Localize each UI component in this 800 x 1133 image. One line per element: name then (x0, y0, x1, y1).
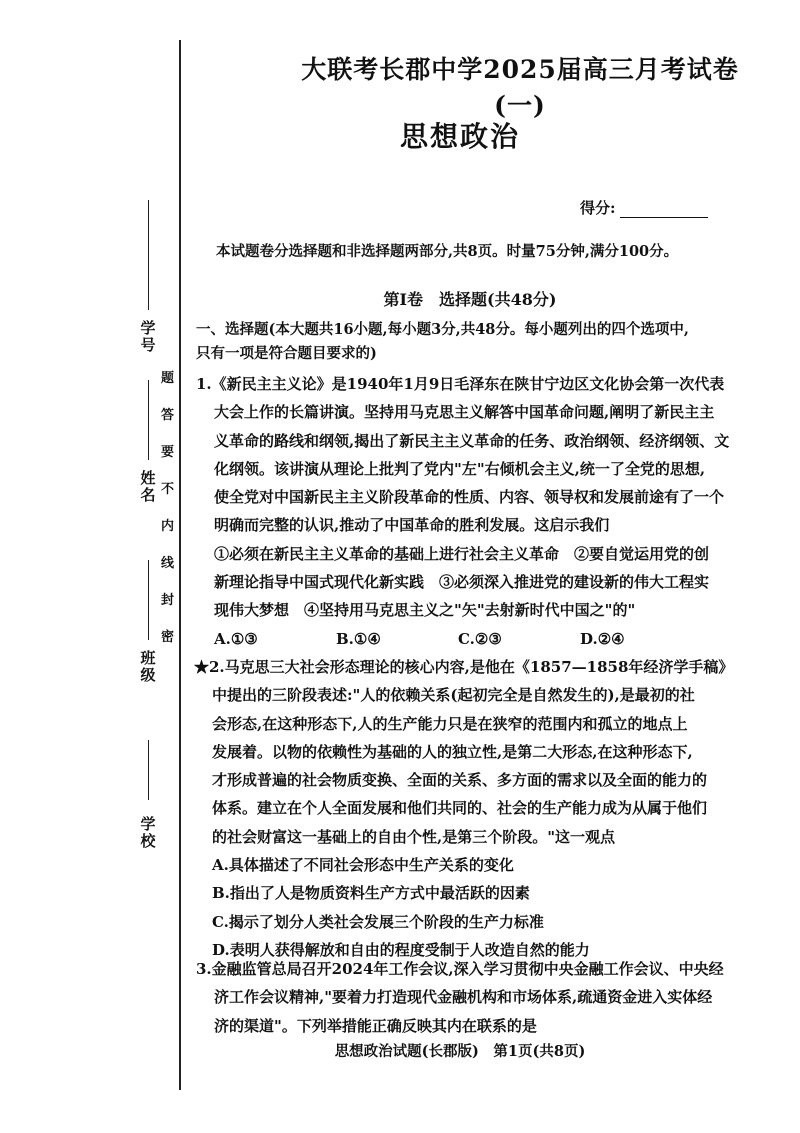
question-line: 1.《新民主主义论》是1940年1月9日毛泽东在陕甘宁边区文化协会第一次代表 (196, 375, 725, 393)
question-line: 的社会财富这一基础上的自由个性,是第三个阶段。"这一观点 (212, 827, 616, 846)
score-label: 得分: (580, 199, 616, 217)
score-field[interactable] (580, 197, 708, 218)
question-line: 大会上作的长篇讲演。坚持用马克思主义解答中国革命问题,阐明了新民主主 (214, 403, 715, 422)
exam-title: 大联考长郡中学2025届高三月考试卷(一) (301, 55, 739, 120)
option-a[interactable]: A.具体描述了不同社会形态中生产关系的变化 (212, 856, 514, 875)
school-label: 学校 (138, 816, 157, 850)
section-title: 第Ⅰ卷 选择题(共48分) (383, 290, 557, 309)
question-3 (196, 955, 741, 1040)
section-desc-line: 一、选择题(本大题共16小题,每小题3分,共48分。每小题列出的四个选项中, (196, 321, 689, 338)
option-c[interactable]: C.②③ (458, 629, 502, 648)
seal-char: 不 (161, 482, 175, 497)
seal-char: 答 (161, 408, 175, 423)
question-line: 化纲领。该讲演从理论上批判了党内"左"右倾机会主义,统一了全党的思想, (214, 459, 706, 478)
question-1-options (196, 625, 741, 653)
section-desc-line: 只有一项是符合题目要求的) (196, 345, 377, 362)
seal-char: 题 (161, 371, 175, 386)
option-a[interactable]: A.①③ (214, 629, 258, 648)
question-2 (194, 653, 739, 964)
question-1 (196, 370, 741, 653)
seal-char: 内 (161, 519, 175, 534)
seal-char: 线 (161, 556, 175, 571)
option-c[interactable]: C.揭示了划分人类社会发展三个阶段的生产力标准 (212, 912, 544, 931)
student-id-label: 学号 (138, 320, 157, 354)
name-field[interactable] (133, 380, 163, 504)
question-line: 会形态,在这种形态下,人的生产能力只是在狭窄的范围内和孤立的地点上 (212, 714, 688, 733)
class-field[interactable] (133, 560, 163, 684)
binding-line (179, 40, 181, 1090)
question-line: 体系。建立在个人全面发展和他们共同的、社会的生产能力成为从属于他们 (212, 799, 708, 818)
statement-line: ①必须在新民主主义革命的基础上进行社会主义革命 ②要自觉运用党的创 (214, 544, 710, 563)
question-line: ★2.马克思三大社会形态理论的核心内容,是他在《1857—1858年经济学手稿》 (194, 658, 734, 676)
name-label: 姓名 (138, 470, 157, 504)
statement-line: 现伟大梦想 ④坚持用马克思主义之"矢"去射新时代中国之"的" (214, 601, 636, 620)
seal-char: 封 (161, 593, 175, 608)
question-line: 济的渠道"。下列举措能正确反映其内在联系的是 (214, 1016, 537, 1035)
option-d[interactable]: D.②④ (580, 629, 625, 648)
seal-char: 要 (161, 445, 175, 460)
option-b[interactable]: B.①④ (336, 629, 381, 648)
class-label: 班级 (138, 650, 157, 684)
seal-line-text (161, 360, 174, 656)
page-footer: 思想政治试题(长郡版) 第1页(共8页) (334, 1043, 586, 1060)
question-line: 济工作会议精神,"要着力打造现代金融机构和市场体系,疏通资金进入实体经 (214, 988, 713, 1007)
question-line: 明确而完整的认识,推动了中国革命的胜利发展。这启示我们 (214, 516, 610, 535)
question-line: 使全党对中国新民主主义阶段革命的性质、内容、领导权和发展前途有了一个 (214, 488, 725, 507)
seal-char: 密 (161, 630, 175, 645)
question-line: 3.金融监管总局召开2024年工作会议,深入学习贯彻中央金融工作会议、中央经 (196, 960, 724, 978)
subject-title: 思想政治 (399, 120, 520, 153)
student-id-field[interactable] (133, 200, 163, 354)
question-line: 义革命的路线和纲领,揭出了新民主主义革命的任务、政治纲领、经济纲领、文 (214, 431, 730, 450)
question-line: 才形成普遍的社会物质变换、全面的关系、多方面的需求以及全面的能力的 (212, 771, 708, 790)
question-line: 中提出的三阶段表述:"人的依赖关系(起初完全是自然发生的),是最初的社 (212, 686, 695, 705)
question-line: 发展着。以物的依赖性为基础的人的独立性,是第二大形态,在这种形态下, (212, 742, 693, 761)
statement-line: 新理论指导中国式现代化新实践 ③必须深入推进党的建设新的伟大工程实 (214, 573, 710, 592)
school-field[interactable] (133, 740, 163, 850)
section-description (196, 318, 736, 366)
option-b[interactable]: B.指出了人是物质资料生产方式中最活跃的因素 (212, 884, 530, 903)
exam-intro: 本试题卷分选择题和非选择题两部分,共8页。时量75分钟,满分100分。 (216, 243, 679, 260)
option-d[interactable]: D.表明人获得解放和自由的程度受制于人改造自然的能力 (212, 940, 590, 959)
score-blank[interactable] (620, 203, 708, 218)
